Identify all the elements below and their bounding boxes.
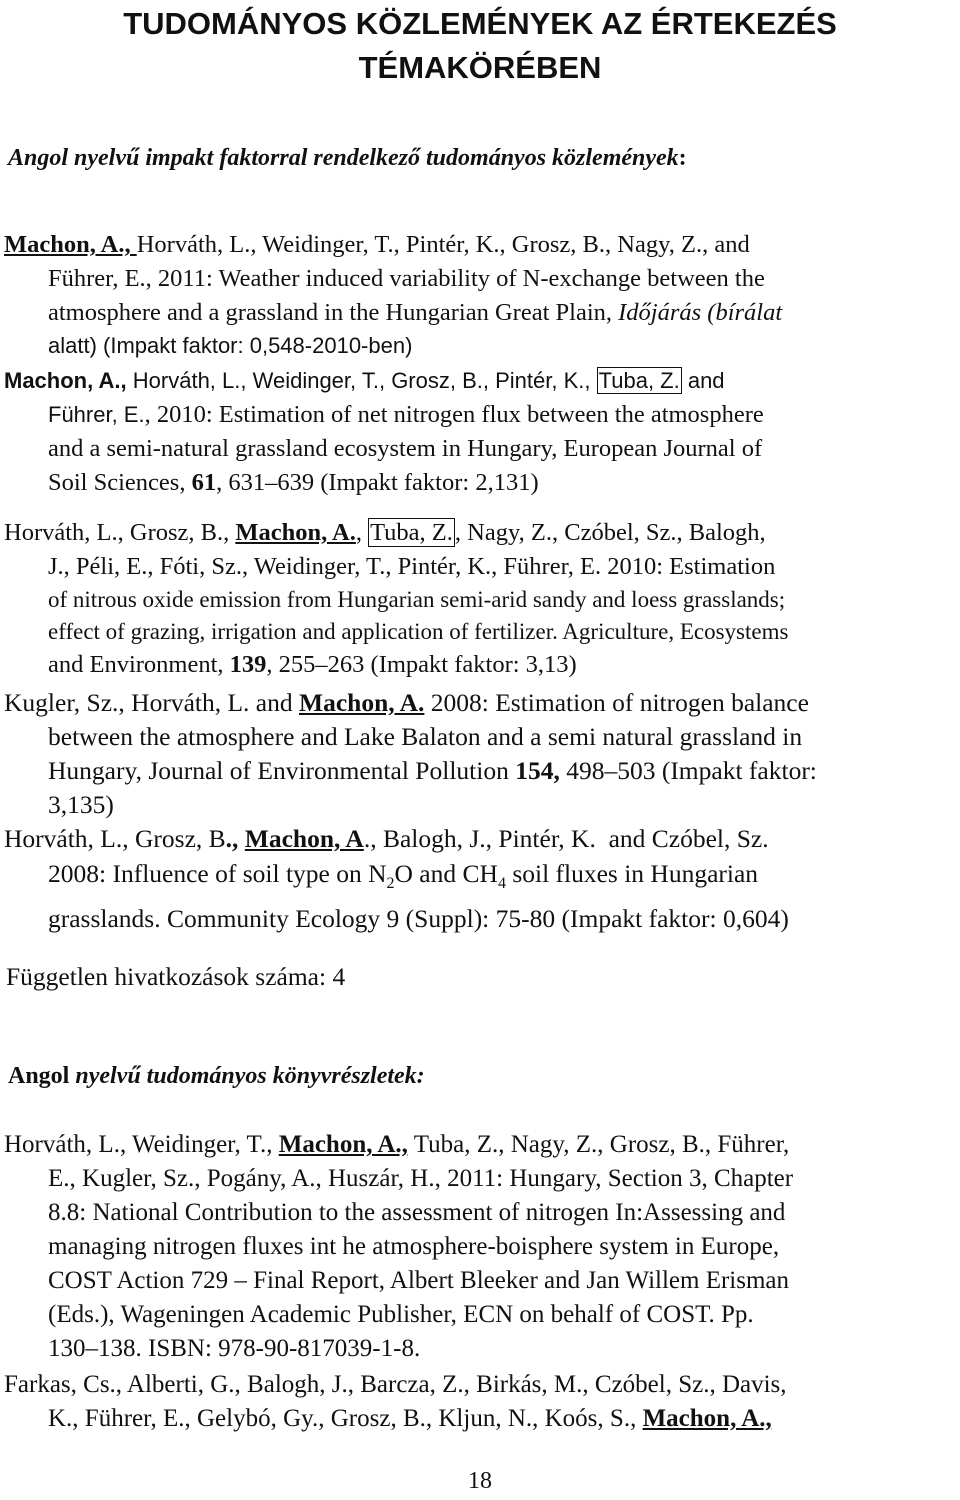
book-entry-1-line-5: COST Action 729 – Final Report, Albert Bleeker and Jan Willem Erisman — [48, 1267, 790, 1294]
journal-entry-4-line-4: 3,135) — [48, 790, 114, 819]
journal-entry-1-line-3: atmosphere and a grassland in the Hungarian Great Plain, Időjárás (bírálat — [48, 299, 783, 326]
book-entry-1-line-3: 8.8: National Contribution to the assessment of nitrogen In:Assessing and — [48, 1199, 786, 1226]
journal-entry-5 — [0, 822, 960, 936]
independent-citations: Független hivatkozások száma: 4 — [6, 962, 346, 991]
journal-entry-4-line-1: Kugler, Sz., Horváth, L. and Machon, A. 2008: Estimation of nitrogen balance — [4, 688, 809, 717]
journal-entry-4-line-3: Hungary, Journal of Environmental Pollution 154, 498–503 (Impakt faktor: — [48, 756, 817, 785]
book-entry-2 — [0, 1368, 960, 1436]
book-entry-1-line-6: (Eds.), Wageningen Academic Publisher, ECN on behalf of COST. Pp. — [48, 1301, 754, 1328]
book-entry-1-line-4: managing nitrogen fluxes int he atmosphere-boisphere system in Europe, — [48, 1233, 780, 1260]
journal-entry-5-line-1: Horváth, L., Grosz, B., Machon, A., Balogh, J., Pintér, K. and Czóbel, Sz. — [4, 824, 769, 853]
journal-entry-2-line-3: and a semi-natural grassland ecosystem in Hungary, European Journal of — [48, 435, 763, 462]
journal-entry-3 — [0, 516, 960, 682]
book-entry-1-line-7: 130–138. ISBN: 978-90-817039-1-8. — [48, 1335, 421, 1362]
journal-entry-4-line-2: between the atmosphere and Lake Balaton and a semi natural grassland in — [48, 722, 803, 751]
journal-entry-2-line-2: Führer, E., 2010: Estimation of net nitrogen flux between the atmosphere — [48, 401, 764, 428]
journal-entry-3-line-3: of nitrous oxide emission from Hungarian semi-arid sandy and loess grasslands; — [48, 587, 786, 612]
journal-entry-4 — [0, 686, 960, 822]
book-entry-1-line-1: Horváth, L., Weidinger, T., Machon, A., Tuba, Z., Nagy, Z., Grosz, B., Führer, — [4, 1131, 790, 1158]
page-title — [0, 2, 960, 90]
journal-entry-3-line-5: and Environment, 139, 255–263 (Impakt faktor: 3,13) — [48, 651, 577, 678]
journal-entry-1-line-1: Machon, A., Horváth, L., Weidinger, T., Pintér, K., Grosz, B., Nagy, Z., and — [4, 231, 750, 258]
journal-entry-2-line-1: Machon, A., Horváth, L., Weidinger, T., Grosz, B., Pintér, K., Tuba, Z. and — [4, 368, 725, 393]
section-heading-book: Angol nyelvű tudományos könyvrészletek: — [8, 1063, 425, 1089]
journal-entry-3-line-1: Horváth, L., Grosz, B., Machon, A., Tuba, Z., Nagy, Z., Czóbel, Sz., Balogh, — [4, 519, 766, 546]
section-heading-journal: Angol nyelvű impakt faktorral rendelkező tudományos közlemények: — [8, 145, 687, 171]
journal-entry-1-line-2: Führer, E., 2011: Weather induced variability of N-exchange between the — [48, 265, 765, 292]
section-heading-journal-text: Angol nyelvű impakt faktorral rendelkező tudományos közlemények — [8, 145, 679, 171]
book-entry-2-line-2: K., Führer, E., Gelybó, Gy., Grosz, B., Kljun, N., Koós, S., Machon, A., — [48, 1405, 772, 1432]
section-heading-book-italic: nyelvű tudományos könyvrészletek: — [75, 1063, 425, 1089]
page-title-line-1: TUDOMÁNYOS KÖZLEMÉNYEK AZ ÉRTEKEZÉS — [123, 6, 837, 41]
journal-entry-1 — [0, 228, 960, 362]
book-entry-1 — [0, 1128, 960, 1366]
journal-entry-2-line-4: Soil Sciences, 61, 631–639 (Impakt faktor: 2,131) — [48, 469, 539, 496]
book-entry-2-line-1: Farkas, Cs., Alberti, G., Balogh, J., Barcza, Z., Birkás, M., Czóbel, Sz., Davis, — [4, 1371, 787, 1398]
journal-entry-2 — [0, 364, 960, 500]
page-number: 18 — [468, 1468, 492, 1494]
journal-entry-5-line-2: 2008: Influence of soil type on $N_2O$ and $CH_4$ soil fluxes in Hungarian — [48, 859, 759, 893]
journal-entry-3-line-2: J., Péli, E., Fóti, Sz., Weidinger, T., Pintér, K., Führer, E. 2010: Estimation — [48, 553, 776, 580]
book-entry-1-line-2: E., Kugler, Sz., Pogány, A., Huszár, H., 2011: Hungary, Section 3, Chapter — [48, 1165, 794, 1192]
page-title-line-2: TÉMAKÖRÉBEN — [358, 50, 602, 85]
journal-entry-1-line-4: alatt) (Impakt faktor: 0,548-2010-ben) — [48, 333, 413, 358]
journal-entry-5-line-3: grasslands. Community Ecology 9 (Suppl): 75-80 (Impakt faktor: 0,604) — [48, 904, 789, 934]
journal-entry-3-line-4: effect of grazing, irrigation and application of fertilizer. Agriculture, Ecosystems — [48, 619, 789, 644]
